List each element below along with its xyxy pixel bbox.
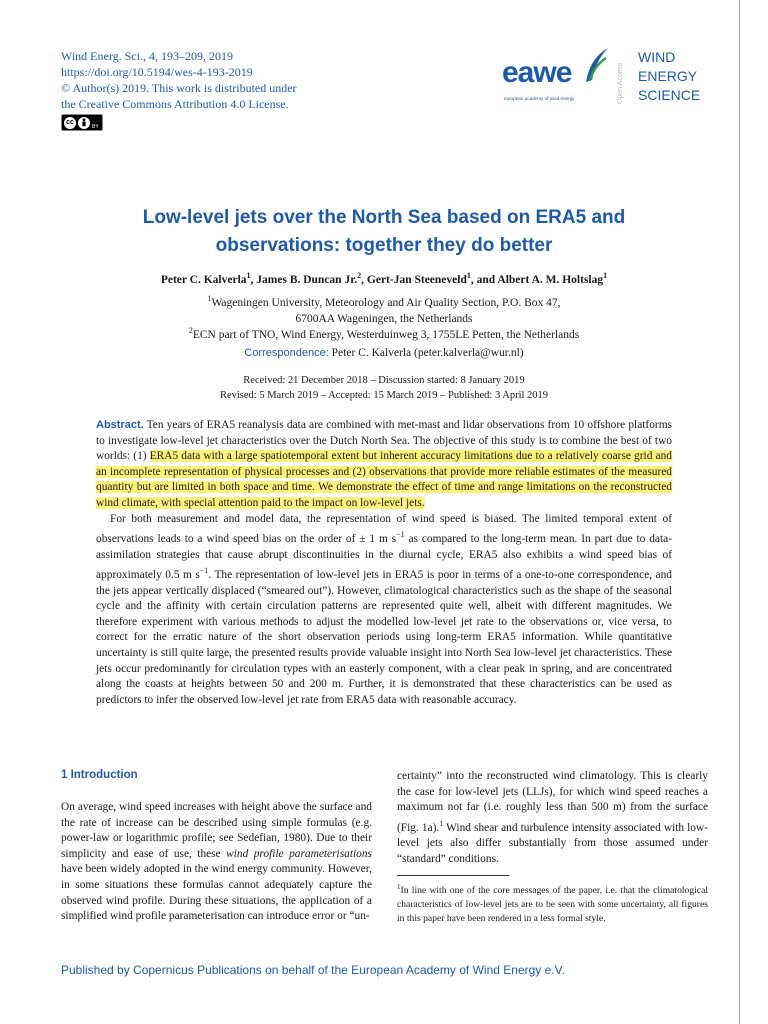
- author-affiliation-mark: 2: [357, 271, 362, 280]
- eawe-subtitle: european academy of wind energy: [504, 96, 575, 101]
- dates-line: Received: 21 December 2018 – Discussion started: 8 January 2019: [243, 375, 525, 386]
- abstract-paragraph: For both measurement and model data, the representation of wind speed is biased. The limited temporal extent of observations leads to a wind speed bias on the order of ± 1 m $s^{-1}$ as compared to the long-term mean. In part due to data-assimilation strategies that cause abrupt discontinuities in the diurnal cycle, ERA5 also exhibits a wind speed bias of approximately 0.5 m $s^{-1}$. The representation of low-level jets in ERA5 is poor in terms of a one-to-one correspondence, and the jets appear vertically displaced (“smeared out”). However, climatological characteristics such as the shape of the seasonal cycle and the affinity with certain circulation patterns are represented quite well, albeit with different magnitudes. We therefore experiment with various methods to adjust the modelled low-level jet rate to the observations or, vice versa, to correct for the erratic nature of the short observation periods using long-term ERA5 information. While quantitative uncertainty is still quite large, the presented results provide valuable insight into North Sea low-level jet characteristics. These jets occur predominantly for circulation types with an easterly component, with a clear peak in spring, and are concentrated along the coasts at heights between 50 and 200 m. Further, it is demonstrated that these characteristics can be used as predictors to infer the observed low-level jet rate from ERA5 data with reasonable accuracy.: [96, 512, 672, 706]
- author-separator: ,: [250, 273, 257, 286]
- highlighted-text[interactable]: ERA5 data with a large spatiotemporal extent but inherent accuracy limitations due to a relatively coarse grid and an incomplete representation of physical processes and (2) observations that provide more reliable estimates of the measured quantity but are limited in both space and time. We demonstrate the effect of time and range limitations on the reconstructed wind climate, with special attention paid to the impact on low-level jets.: [96, 450, 672, 509]
- footnote: [397, 880, 708, 926]
- abstract-label: Abstract.: [96, 419, 144, 431]
- journal-name: [638, 48, 700, 105]
- section-heading: 1 Introduction: [61, 769, 138, 781]
- abstract-paragraph: [96, 418, 672, 512]
- affiliation-1: [60, 291, 708, 327]
- footnote-ref[interactable]: 1: [439, 818, 444, 828]
- author-name: Peter C. Kalverla: [160, 273, 247, 286]
- abstract: [96, 418, 672, 708]
- affiliation-text: Wageningen University, Meteorology and Air Quality Section, P.O. Box 47,: [211, 296, 561, 309]
- author-name: Albert A. M. Holtslag: [497, 273, 604, 286]
- author-affiliation-mark: 1: [466, 271, 471, 280]
- paper-title-line: Low-level jets over the North Sea based on ERA5 and: [142, 207, 626, 228]
- abstract-text: Ten years of ERA5 reanalysis data are combined with met-mast and lidar observations from 10 offshore platforms to investigate low-level jet characteristics over the Dutch North Sea. The objective of this study is to combine the best of two worlds: (1): [96, 419, 672, 463]
- author-affiliation-mark: 1: [603, 271, 608, 280]
- author-name: Gert-Jan Steeneveld: [366, 273, 467, 286]
- emphasis-text: wind profile parameterisations: [226, 847, 372, 860]
- page-edge-line: [739, 0, 740, 1024]
- publisher-footer: Published by Copernicus Publications on behalf of the European Academy of Wind Energy e.V.: [61, 963, 565, 977]
- affiliation-text: 6700AA Wageningen, the Netherlands: [295, 312, 473, 325]
- body-column-right: [397, 769, 708, 867]
- correspondence: [60, 347, 708, 359]
- by-label: BY: [92, 123, 99, 130]
- author-separator: ,: [361, 273, 367, 286]
- author-list: [60, 271, 708, 286]
- affiliation-number: 1: [207, 294, 212, 303]
- author-name: James B. Duncan Jr.: [256, 273, 358, 286]
- body-paragraph: certainty” into the reconstructed wind climatology. This is clearly the case for low-level jets (LLJs), for which wind speed reaches a maximum not far (i.e. roughly less than 500 m) from the surface (Fig. 1a).$^1$ Wind shear and turbulence intensity associated with low-level jets also differ substantially from those assumed under “standard” conditions.: [397, 770, 708, 865]
- creative-commons-by-icon[interactable]: [61, 114, 103, 131]
- footnote-number: 1: [397, 883, 401, 891]
- footnote-divider: [397, 875, 509, 876]
- cc-circle: cc: [64, 117, 76, 129]
- person-icon: [78, 117, 90, 129]
- journal-name-line: SCIENCE: [638, 87, 701, 103]
- doi-link[interactable]: https://doi.org/10.5194/wes-4-193-2019: [61, 65, 253, 79]
- affiliation-text: ECN part of TNO, Wind Energy, Westerduinweg 3, 1755LE Petten, the Netherlands: [192, 328, 580, 341]
- dates-line: Revised: 5 March 2019 – Accepted: 15 March 2019 – Published: 3 April 2019: [219, 390, 549, 401]
- license-link[interactable]: the Creative Commons Attribution 4.0 License.: [61, 97, 289, 111]
- copyright-line: © Author(s) 2019. This work is distributed under: [61, 81, 297, 95]
- correspondence-email[interactable]: Peter C. Kalverla (peter.kalverla@wur.nl): [331, 347, 524, 359]
- journal-name-line: ENERGY: [638, 68, 698, 84]
- correspondence-label: Correspondence:: [244, 347, 329, 359]
- citation-journal-line: Wind Energ. Sci., 4, 193–209, 2019: [61, 49, 233, 63]
- affiliation-2: [60, 323, 708, 343]
- author-separator: , and: [470, 273, 498, 286]
- author-affiliation-mark: 1: [246, 271, 251, 280]
- open-access-label: Open Access: [617, 62, 624, 104]
- body-column-left: [61, 800, 372, 925]
- affiliation-number: 2: [188, 326, 193, 335]
- citation-block: [61, 48, 297, 112]
- wind-swoosh-icon: [584, 44, 610, 84]
- journal-name-line: WIND: [638, 49, 676, 65]
- paper-title: [80, 204, 688, 260]
- eawe-logo[interactable]: [502, 44, 612, 108]
- footnote-text: In line with one of the core messages of the paper, i.e. that the climatological characteristics of low-level jets are to be seen with some uncertainty, all figures in this paper have been rendered in a less formal style.: [397, 885, 708, 925]
- paper-title-line: observations: together they do better: [215, 235, 553, 256]
- body-paragraph: On average, wind speed increases with height above the surface and the rate of increase can be described using simple formulas (e.g. power-law or logarithmic profile; see Sedefian, 1980). Due to their simplicity and ease of use, these wind profile parameterisations have been widely adopted in the wind energy community. However, in some situations these formulas cannot adequately capture the observed wind profile. During these situations, the application of a simplified wind profile parameterisation can introduce error or “un-: [61, 801, 372, 923]
- eawe-wordmark: eawe: [502, 56, 572, 89]
